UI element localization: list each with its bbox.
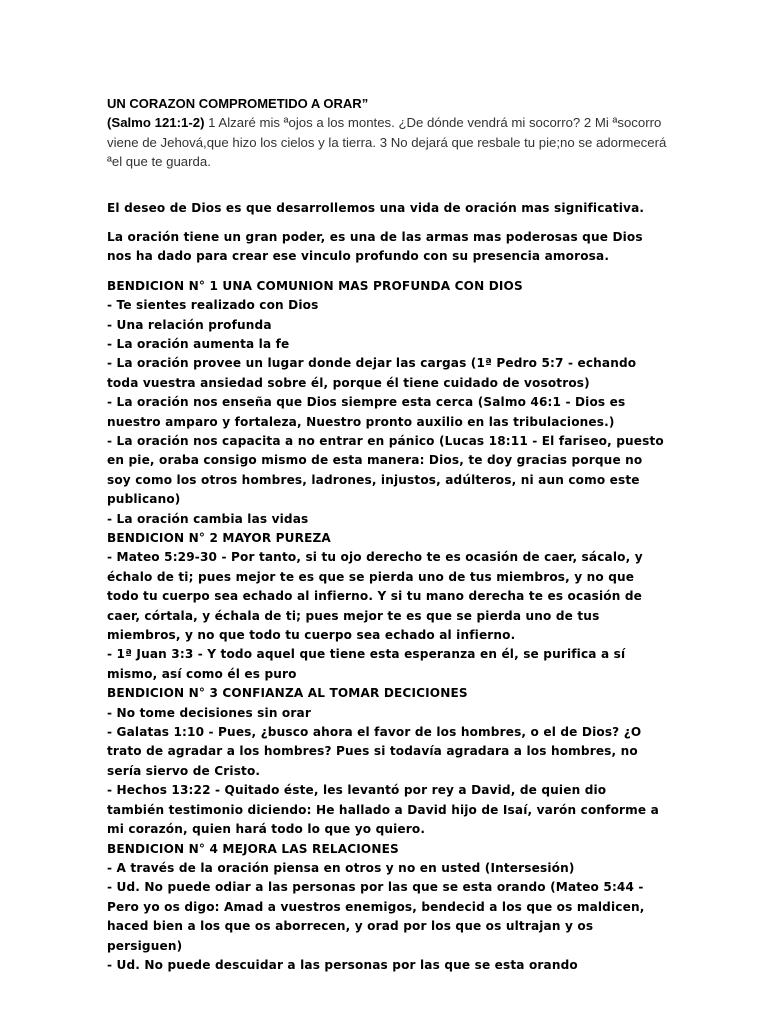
list-item: - La oración nos capacita a no entrar en pánico (Lucas 18:11 - El fariseo, puesto en pie, oraba consigo mismo de esta manera: Dios, te doy gracias porque no soy como los otros hombres, ladrones, injustos, adúlteros, ni aun como este publicano) (107, 433, 664, 507)
list-item: - Ud. No puede odiar a las personas por las que se esta orando (Mateo 5:44 - Pero yo os digo: Amad a vuestros enemigos, bendecid a los que os maldicen, haced bien a los que os aborrecen, y orad por los que os ultrajan y os persiguen) (107, 880, 645, 953)
list-item: - Mateo 5:29-30 - Por tanto, si tu ojo derecho te es ocasión de caer, sácalo, y échalo de ti; pues mejor te es que se pierda uno de tus miembros, y no que todo tu cuerpo sea echado al infierno. Y si tu mano derecha te es ocasión de caer, córtala, y échala de ti; pues mejor te es que se pierda uno de tus miembros, y no que todo tu cuerpo sea echado al infierno. (107, 550, 643, 643)
section-heading-2: BENDICION N° 2 MAYOR PUREZA (107, 531, 331, 545)
list-item: - Una relación profunda (107, 317, 272, 332)
list-item: - Te sientes realizado con Dios (107, 298, 319, 313)
section-heading-3: BENDICION N° 3 CONFIANZA AL TOMAR DECICIONES (107, 686, 468, 701)
intro-reference: (Salmo 121:1-2) (107, 115, 205, 130)
document-page (107, 94, 667, 975)
list-item: - No tome decisiones sin orar (107, 705, 311, 720)
list-item: - 1ª Juan 3:3 - Y todo aquel que tiene esta esperanza en él, se purifica a sí mismo, así como él es puro (107, 647, 626, 681)
section-heading-4: BENDICION N° 4 MEJORA LAS RELACIONES (107, 841, 399, 856)
intro-paragraph (107, 113, 667, 172)
spacer (107, 172, 667, 199)
list-item: - A través de la oración piensa en otros y no en usted (Intersesión) (107, 860, 575, 875)
document-title: UN CORAZON COMPROMETIDO A ORAR” (107, 96, 369, 111)
paragraph-oracion: La oración tiene un gran poder, es una de las armas mas poderosas que Dios nos ha dado para crear ese vinculo profundo con su presencia amorosa. (107, 229, 643, 264)
list-item: - Hechos 13:22 - Quitado éste, les levantó por rey a David, de quien dio también testimonio diciendo: He hallado a David hijo de Isaí, varón conforme a mi corazón, quien hará todo lo que yo quiero. (107, 783, 659, 837)
list-item: - La oración aumenta la fe (107, 336, 290, 351)
section-heading-1: BENDICION N° 1 UNA COMUNION MAS PROFUNDA CON DIOS (107, 278, 523, 293)
spacer (107, 267, 667, 277)
list-item: - Galatas 1:10 - Pues, ¿busco ahora el favor de los hombres, o el de Dios? ¿O trato de agradar a los hombres? Pues si todavía agradara a los hombres, no sería siervo de Cristo. (107, 725, 642, 778)
list-item: - La oración cambia las vidas (107, 511, 309, 526)
list-item: - La oración provee un lugar donde dejar las cargas (1ª Pedro 5:7 - echando toda vuestra ansiedad sobre él, porque él tiene cuidado de vosotros) (107, 356, 637, 390)
list-item: - Ud. No puede descuidar a las personas por las que se esta orando (107, 957, 578, 972)
paragraph-deseo: El deseo de Dios es que desarrollemos una vida de oración mas significativa. (107, 200, 645, 215)
intro-text: 1 Alzaré mis ªojos a los montes. ¿De dónde vendrá mi socorro? 2 Mi ªsocorro viene de Jehová,que hizo los cielos y la tierra. 3 No dejará que resbale tu pie;no se adormecerá ªel que te guarda. (107, 115, 667, 169)
list-item: - La oración nos enseña que Dios siempre esta cerca (Salmo 46:1 - Dios es nuestro amparo y fortaleza, Nuestro pronto auxilio en las tribulaciones.) (107, 395, 626, 429)
spacer (107, 218, 667, 228)
